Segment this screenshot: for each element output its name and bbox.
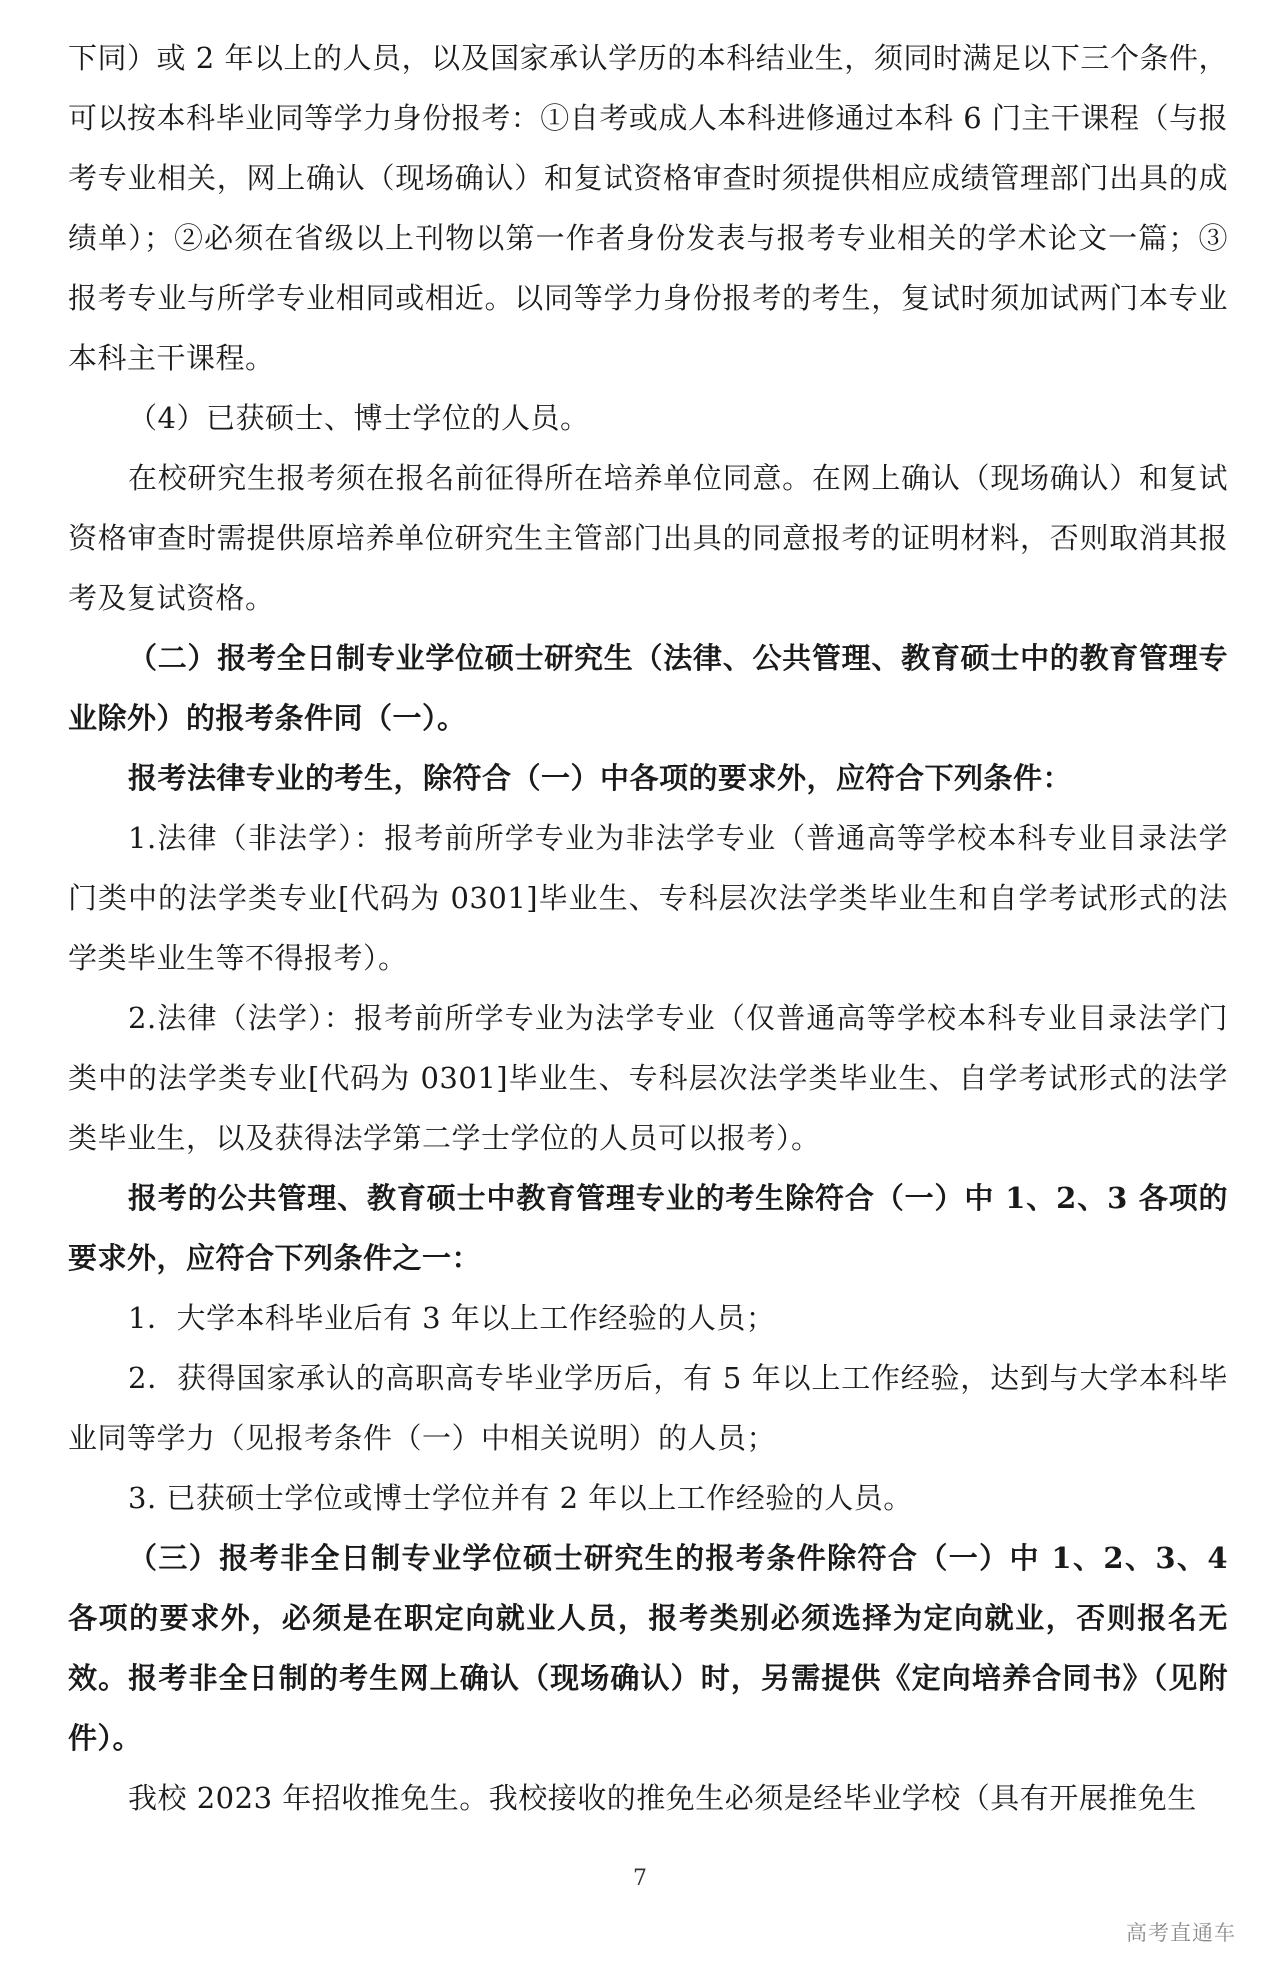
paragraph-equivalent-education: 下同）或 2 年以上的人员，以及国家承认学历的本科结业生，须同时满足以下三个条件，可以按本科毕业同等学力身份报考：①自考或成人本科进修通过本科 6 门主干课程（与报考专业相关，网上确认（现场确认）和复试资格审查时须提供相应成绩管理部门出具的成绩单）；②必须在省级以上刊物以第一作者身份发表与报考专业相关的学术论文一篇；③报考专业与所学专业相同或相近。以同等学力身份报考的考生，复试时须加试两门本专业本科主干课程。 bbox=[68, 41, 1228, 375]
list-item-condition-2: 2．获得国家承认的高职高专毕业学历后，有 5 年以上工作经验，达到与大学本科毕业同等学力（见报考条件（一）中相关说明）的人员； bbox=[68, 1361, 1228, 1455]
heading-law-conditions: 报考法律专业的考生，除符合（一）中各项的要求外，应符合下列条件： bbox=[128, 761, 1073, 795]
paragraph-law-law: 2.法律（法学）：报考前所学专业为法学专业（仅普通高等学校本科专业目录法学门类中的法学类专业[代码为 0301]毕业生、专科层次法学类毕业生、自学考试形式的法学类毕业生，以及获得法学第二学士学位的人员可以报考）。 bbox=[68, 1001, 1228, 1155]
list-item-condition-1: 1．大学本科毕业后有 3 年以上工作经验的人员； bbox=[128, 1301, 776, 1335]
heading-public-admin-conditions: 报考的公共管理、教育硕士中教育管理专业的考生除符合（一）中 1、2、3 各项的要求外，应符合下列条件之一： bbox=[68, 1181, 1228, 1275]
paragraph-law-non-law: 1.法律（非法学）：报考前所学专业为非法学专业（普通高等学校本科专业目录法学门类中的法学类专业[代码为 0301]毕业生、专科层次法学类毕业生和自学考试形式的法学类毕业生等不得报考）。 bbox=[68, 821, 1228, 975]
heading-section-2: （二）报考全日制专业学位硕士研究生（法律、公共管理、教育硕士中的教育管理专业除外）的报考条件同（一）。 bbox=[68, 641, 1228, 735]
document-body bbox=[68, 28, 1228, 1828]
paragraph-recommended-students: 我校 2023 年招收推免生。我校接收的推免生必须是经毕业学校（具有开展推免生 bbox=[128, 1781, 1197, 1815]
paragraph-current-graduate-students: 在校研究生报考须在报名前征得所在培养单位同意。在网上确认（现场确认）和复试资格审查时需提供原培养单位研究生主管部门出具的同意报考的证明材料，否则取消其报考及复试资格。 bbox=[68, 461, 1228, 615]
paragraph-condition-4: （4）已获硕士、博士学位的人员。 bbox=[128, 401, 590, 435]
heading-section-3: （三）报考非全日制专业学位硕士研究生的报考条件除符合（一）中 1、2、3、4 各项的要求外，必须是在职定向就业人员，报考类别必须选择为定向就业，否则报名无效。报考非全日制的考生网上确认（现场确认）时，另需提供《定向培养合同书》（见附件）。 bbox=[68, 1541, 1228, 1755]
list-item-condition-3: 3. 已获硕士学位或博士学位并有 2 年以上工作经验的人员。 bbox=[128, 1481, 913, 1515]
watermark-text: 高考直通车 bbox=[1126, 1921, 1236, 1945]
page-number: 7 bbox=[633, 1866, 647, 1891]
